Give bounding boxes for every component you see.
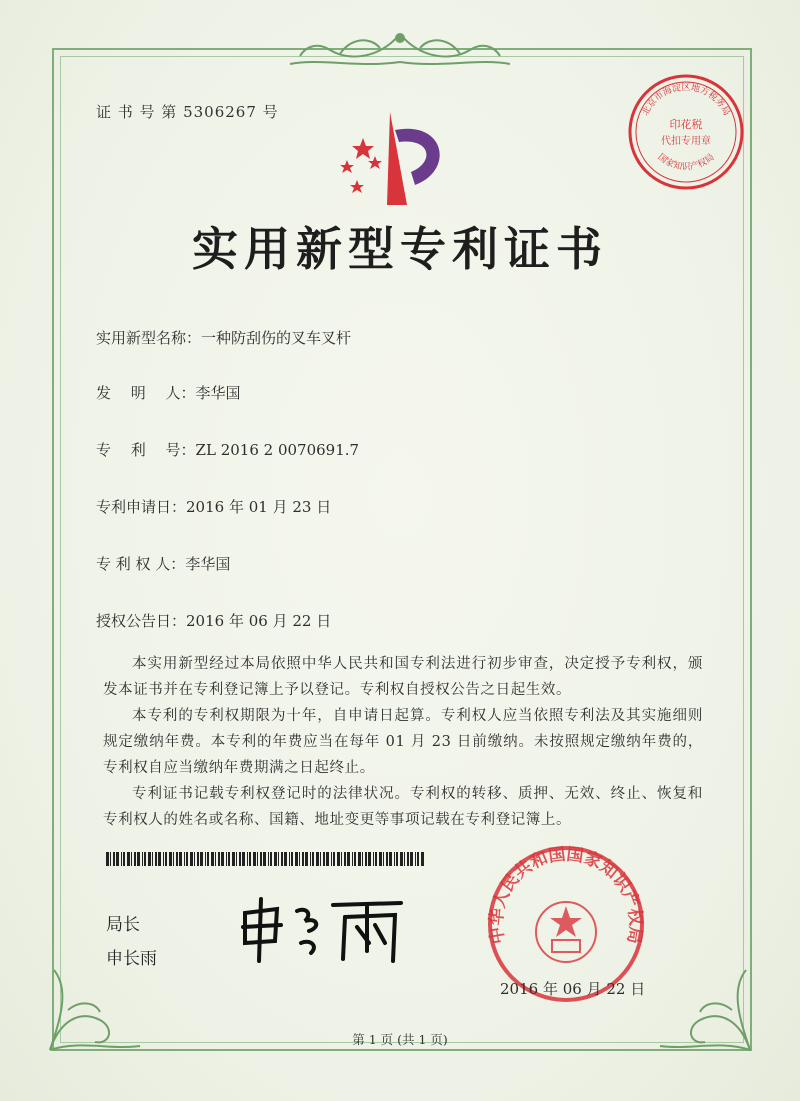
grant-date-row	[96, 610, 331, 631]
inventor-value: 李华国	[195, 384, 241, 402]
barcode-bar	[152, 852, 153, 866]
barcode-bar	[253, 852, 256, 866]
barcode-bar	[131, 852, 132, 866]
barcode-bar	[404, 852, 405, 866]
barcode-bar	[302, 852, 304, 866]
inventor-label: 发 明 人：	[96, 384, 196, 402]
barcode-bar	[186, 852, 188, 866]
barcode-bar	[417, 852, 419, 866]
body-paragraph-2: 本专利的专利权期限为十年，自申请日起算。专利权人应当依照专利法及其实施细则规定缴纳年费。本专利的年费应当在每年 01 月 23 日前缴纳。未按照规定缴纳年费的，专利权自应当缴纳年费期满之日起终止。	[103, 708, 703, 776]
barcode-bar	[407, 852, 409, 866]
barcode-bar	[176, 852, 178, 866]
utility-model-name-row	[96, 327, 351, 348]
barcode-bar	[310, 852, 311, 866]
barcode-bar	[158, 852, 161, 866]
barcode-bar	[284, 852, 287, 866]
barcode-bar	[389, 852, 392, 866]
barcode-bar	[113, 852, 115, 866]
utility-model-name-label: 实用新型名称：	[96, 329, 202, 347]
patent-number-value: ZL 2016 2 0070691.7	[195, 441, 360, 459]
barcode-bar	[236, 852, 237, 866]
body-paragraph-3: 专利证书记载专利权登记时的法律状况。专利权的转移、质押、无效、终止、恢复和专利权人的姓名或名称、国籍、地址变更等事项记载在专利登记簿上。	[103, 786, 703, 828]
barcode-bar	[354, 852, 356, 866]
barcode-bar	[352, 852, 353, 866]
top-ornament	[280, 28, 520, 72]
utility-model-name-value: 一种防刮伤的叉车叉杆	[201, 329, 352, 347]
barcode-bar	[211, 852, 214, 866]
svg-text:国家知识产权局: 国家知识产权局	[655, 152, 717, 173]
barcode-bar	[200, 852, 203, 866]
barcode-bar	[386, 852, 388, 866]
inventor-row	[96, 382, 241, 403]
barcode-bar	[268, 852, 269, 866]
barcode-bar	[123, 852, 125, 866]
barcode-bar	[110, 852, 111, 866]
barcode-bar	[337, 852, 340, 866]
barcode-bar	[278, 852, 279, 866]
barcode-bar	[400, 852, 403, 866]
barcode-bar	[344, 852, 346, 866]
patent-number-label: 专 利 号：	[96, 441, 196, 459]
tax-stamp	[624, 70, 748, 194]
seal-date: 2016 年 06 月 22 日	[500, 980, 646, 998]
barcode-bar	[155, 852, 157, 866]
barcode-bar	[394, 852, 395, 866]
barcode-bar	[142, 852, 143, 866]
patentee-row	[96, 553, 230, 574]
certificate-title: 实用新型专利证书	[192, 222, 608, 276]
barcode-bar	[375, 852, 377, 866]
barcode-bar	[305, 852, 308, 866]
barcode-bar	[410, 852, 413, 866]
body-paragraph-1: 本实用新型经过本局依照中华人民共和国专利法进行初步审查，决定授予专利权，颁发本证书并在专利登记簿上予以登记。专利权自授权公告之日起生效。	[103, 656, 703, 698]
seal-text: 中华人民共和国国家知识产权局	[486, 844, 646, 946]
barcode-bar	[358, 852, 361, 866]
barcode-bar	[226, 852, 227, 866]
barcode-bar	[215, 852, 216, 866]
barcode-bar	[396, 852, 398, 866]
barcode-bar	[312, 852, 314, 866]
barcode-bar	[383, 852, 384, 866]
barcode-bar	[106, 852, 109, 866]
barcode-bar	[148, 852, 151, 866]
page-number: 第 1 页 (共 1 页)	[352, 1032, 448, 1047]
barcode-bar	[218, 852, 220, 866]
barcode-bar	[270, 852, 272, 866]
filing-date-label: 专利申请日：	[96, 498, 187, 516]
barcode-bar	[299, 852, 300, 866]
barcode-bar	[173, 852, 174, 866]
barcode-bar	[134, 852, 136, 866]
barcode-bar	[169, 852, 172, 866]
grant-date-value: 2016 年 06 月 22 日	[186, 612, 332, 630]
director-title: 局长	[106, 915, 140, 935]
barcode-bar	[368, 852, 371, 866]
filing-date-value: 2016 年 01 月 23 日	[186, 498, 332, 516]
barcode-bar	[165, 852, 167, 866]
patentee-label: 专 利 权 人：	[96, 555, 186, 573]
barcode-bar	[163, 852, 164, 866]
certificate-body	[103, 651, 703, 833]
barcode-bar	[121, 852, 122, 866]
barcode-bar	[379, 852, 382, 866]
barcode	[106, 852, 426, 866]
barcode-bar	[184, 852, 185, 866]
barcode-bar	[242, 852, 245, 866]
barcode-bar	[295, 852, 298, 866]
barcode-bar	[137, 852, 140, 866]
barcode-bar	[347, 852, 350, 866]
barcode-bar	[274, 852, 277, 866]
grant-date-label: 授权公告日：	[96, 612, 187, 630]
barcode-bar	[179, 852, 182, 866]
director-name: 申长雨	[106, 949, 157, 969]
barcode-bar	[320, 852, 321, 866]
barcode-bar	[207, 852, 209, 866]
barcode-bar	[205, 852, 206, 866]
patentee-value: 李华国	[185, 555, 231, 573]
barcode-bar	[260, 852, 262, 866]
barcode-bar	[362, 852, 363, 866]
svg-text:印花税: 印花税	[669, 118, 703, 131]
barcode-bar	[415, 852, 416, 866]
barcode-bar	[144, 852, 146, 866]
barcode-bar	[373, 852, 374, 866]
filing-date-row	[96, 496, 331, 517]
barcode-bar	[341, 852, 342, 866]
barcode-bar	[257, 852, 258, 866]
certificate-number: 证 书 号 第 5306267 号	[96, 103, 279, 121]
patent-number-row	[96, 439, 359, 460]
patent-logo	[335, 110, 465, 210]
svg-text:代扣专用章: 代扣专用章	[661, 136, 711, 147]
barcode-bar	[291, 852, 293, 866]
barcode-bar	[127, 852, 130, 866]
barcode-bar	[331, 852, 332, 866]
barcode-bar	[281, 852, 283, 866]
barcode-bar	[190, 852, 193, 866]
barcode-bar	[323, 852, 325, 866]
barcode-bar	[421, 852, 424, 866]
barcode-bar	[194, 852, 195, 866]
barcode-bar	[263, 852, 266, 866]
svg-text:中华人民共和国国家知识产权局	[486, 845, 646, 946]
barcode-bar	[289, 852, 290, 866]
barcode-bar	[197, 852, 199, 866]
director-signature	[235, 895, 415, 965]
barcode-bar	[247, 852, 248, 866]
barcode-bar	[221, 852, 224, 866]
barcode-bar	[326, 852, 329, 866]
barcode-bar	[116, 852, 119, 866]
barcode-bar	[232, 852, 235, 866]
barcode-bar	[316, 852, 319, 866]
barcode-bar	[239, 852, 241, 866]
barcode-bar	[249, 852, 251, 866]
barcode-bar	[228, 852, 230, 866]
barcode-bar	[365, 852, 367, 866]
barcode-bar	[333, 852, 335, 866]
tax-stamp-text: 北京市海淀区地方税务局	[640, 83, 732, 118]
